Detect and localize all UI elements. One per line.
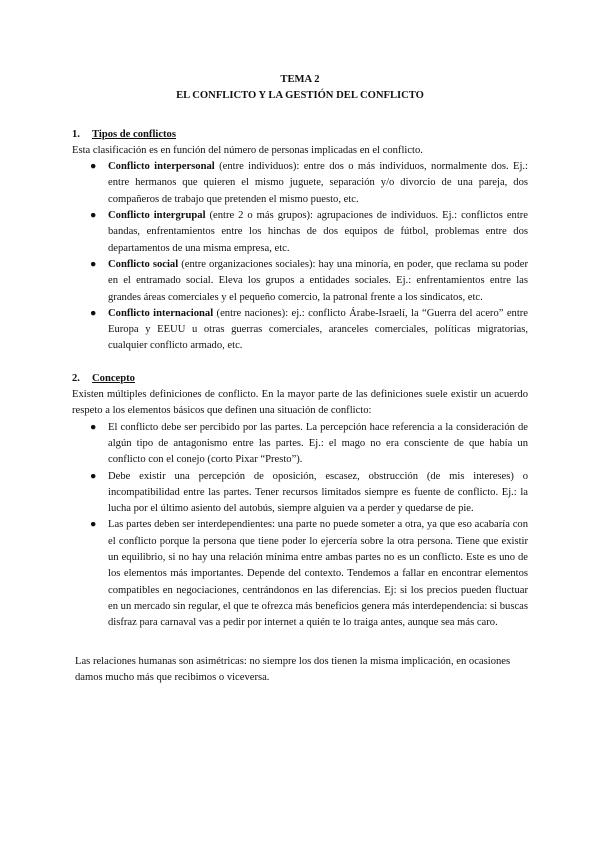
section2-number: 2. [72,372,80,384]
bullet-icon: ● [90,307,97,319]
section2-intro: Existen múltiples definiciones de conflicto. En la mayor parte de las definiciones suele existir un acuerdo respeto a los elementos básicos que definen una situación de conflicto: [72,389,528,417]
section1-heading [72,127,528,143]
item-text: El conflicto debe ser percibido por las partes. La percepción hace referencia a la consideración de algún tipo de antagonismo entre las partes. Ej.: el mago no era consciente de que había un conflicto con el conejo (corto Pixar “Presto”). [108,421,528,466]
document-title-line1: TEMA 2 [280,74,320,85]
bullet-icon: ● [90,519,97,531]
item-text: (entre organizaciones sociales): hay una minoría, en poder, que reclama su poder en el entramado social. Eleva los grupos a entidades sociales. Ej.: enfrentamientos entre las grandes áreas comerciales y el pequeño comercio, la patronal frente a los sindicatos, etc. [108,258,529,303]
item-text: (entre individuos): entre dos o más individuos, normalmente dos. Ej.: entre hermanos que quieren el mismo juguete, separación y/o divorcio de una pareja, dos compañeros de trabajo que pretenden el mismo puesto, etc. [108,161,528,205]
list-item [72,306,528,355]
closing-paragraph: Las relaciones humanas son asimétricas: no siempre los dos tienen la misma implicación, en ocasiones damos mucho más que recibimos o viceversa. [75,655,511,683]
item-term: Conflicto internacional [108,307,214,319]
item-term: Conflicto interpersonal [108,161,215,173]
section2-list [72,420,528,632]
item-text: (entre 2 o más grupos): agrupaciones de individuos. Ej.: conflictos entre bandas, enfrentamientos entre los hinchas de dos equipos de fútbol, problemas entre dos departamentos de una misma empresa, etc. [108,210,528,254]
bullet-icon: ● [90,258,97,270]
document-title-line2: EL CONFLICTO Y LA GESTIÓN DEL CONFLICTO [176,90,424,102]
section1-intro: Esta clasificación es en función del número de personas implicadas en el conflicto. [72,144,423,156]
list-item [72,517,528,631]
item-text: (entre naciones): ej.: conflicto Árabe-Israelí, la “Guerra del acero” entre Europa y EEUU u otras guerras comerciales, aranceles comerciales, políticas migratorias, cualquier conflicto armado, etc. [108,307,528,352]
bullet-icon: ● [90,210,97,222]
list-item [72,420,528,469]
section1-list [72,159,528,355]
bullet-icon: ● [90,161,97,173]
item-term: Conflicto intergrupal [108,210,206,222]
list-item [72,159,528,208]
list-item [72,257,528,306]
document-page [72,72,528,686]
item-term: Conflicto social [108,258,179,270]
bullet-icon: ● [90,421,97,433]
section2-heading [72,371,528,387]
item-text: Debe existir una percepción de oposición, escasez, obstrucción (de mis intereses) o incompatibilidad entre las partes. Tener recursos limitados siempre es fuente de conflicto. Ej.: la lucha por el último asiento del autobús, siempre alguien va a perder y quedarse de pie. [108,470,528,515]
section1-number: 1. [72,128,80,140]
list-item [72,208,528,257]
section2-title: Concepto [92,372,135,384]
section1-title: Tipos de conflictos [92,128,176,140]
list-item [72,469,528,518]
bullet-icon: ● [90,470,97,482]
item-text: Las partes deben ser interdependientes: una parte no puede someter a otra, ya que eso acabaría con el conflicto porque la persona que tiene poder lo ejercería sobre la otra persona. Tiene que existir un equilibrio, si no hay una relación mínima entre ambas partes no es un conflicto. Este es uno de los elementos más importantes. Depende del contexto. Tendemos a fallar en encontrar elementos compatibles en negociaciones, centrándonos en las diferencias. Ej: si los precios pueden fluctuar en un mercado sin regular, el que te ofrezca más beneficios genera más interdependencia: si buscas disfraz para carnaval vas a pedir por internet a quién te lo traiga antes, aunque sea más caro. [108,519,528,629]
